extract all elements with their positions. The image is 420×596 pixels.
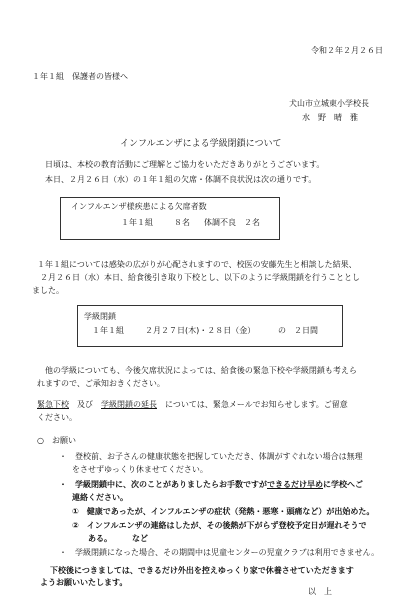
request-bullet-2-text: ・ 学級閉鎖中に、次のことがありましたらお手数ですが [59,480,267,489]
closure-box-duration: の ２日間 [278,326,318,335]
request-item-1: ① 健康であったが、インフルエンザの症状（発熱・悪寒・頭痛など）が出始めた。 [72,507,375,516]
absence-box-class: １年１組 [121,218,153,227]
class-closure-box [77,305,343,347]
notice-line-2: ください。 [37,413,77,422]
notice-term-closure-extension: 学級閉鎖の延長 [101,400,157,409]
request-bullet-2-line-2: 連絡ください。 [72,493,128,502]
explanation-line-1: １年１組については感染の広がりが心配されますので、校医の安藤先生と相談した結果、 [37,260,357,269]
request-bullet-3: ・ 学級閉鎖になった場合、その期間中は児童センターの児童クラブは利用できません。 [59,548,380,557]
requests-heading: ○ お願い [37,436,76,445]
intro-line-2: 本日、２月２６日（水）の１年１組の欠席・体調不良状況は次の通りです。 [45,175,317,184]
request-bullet-2-line-1 [59,480,363,490]
other-classes-line-2: れますので、ご承知おきください。 [37,379,165,388]
intro-line-1: 日頃は、本校の教育活動にご理解とご協力をいただきありがとうございます。 [45,160,325,169]
addressee: １年１組 保護者の皆様へ [32,72,128,81]
absence-box-heading: インフルエンザ様疾患による欠席者数 [71,202,207,211]
request-bullet-2-emphasis: できるだけ早め [267,480,323,489]
absence-box-unwell: 体調不良 ２名 [204,218,260,227]
request-bullet-1-line-2: をさせずゆっくり休ませてください。 [72,465,208,474]
other-classes-line-1: 他の学級についても、今後欠席状況によっては、給食後の緊急下校や学級閉鎖も考えら [45,366,357,375]
notice-text: については、緊急メールでお知らせします。ご留意 [165,400,348,409]
request-item-2-cont: ある。 など [88,534,148,543]
closure-box-class: １年１組 [92,326,124,335]
explanation-line-2: ２月２６日（水）本日、給食後引き取り下校とし、以下のように学級閉鎖を行うこととし [40,273,360,282]
absence-count-box [60,197,280,240]
end-mark: 以 上 [308,587,332,596]
request-bullet-2-text-end: に学校へご [323,480,363,489]
closure-box-dates: ２月２７日(木)・２８日（金） [145,326,256,335]
closing-line-2: ようお願いいたします。 [40,578,128,587]
request-bullet-1-line-1: ・ 登校前、お子さんの健康状態を把握していただき、体調がすぐれない場合は無理 [59,452,363,461]
notice-term-emergency-dismissal: 緊急下校 [37,400,69,409]
sender-name: 水 野 晴 雅 [302,113,358,122]
closure-box-heading: 学級閉鎖 [84,312,116,321]
document-date: 令和２年２月２６日 [311,46,383,55]
notice-connector: 及び [77,400,93,409]
notice-line-1 [37,400,348,410]
explanation-line-3: ました。 [32,286,64,295]
request-item-2: ② インフルエンザの連絡はしたが、その後熱が下がらず登校予定日が遅れそうで [72,521,367,530]
sender-school: 犬山市立城東小学校長 [289,99,369,108]
absence-box-absent: ８名 [174,218,190,227]
document-title: インフルエンザによる学級閉鎖について [120,139,282,149]
closing-line-1: 下校後につきましては、できるだけ外出を控えゆっくり家で休養させていただきます [50,566,354,575]
